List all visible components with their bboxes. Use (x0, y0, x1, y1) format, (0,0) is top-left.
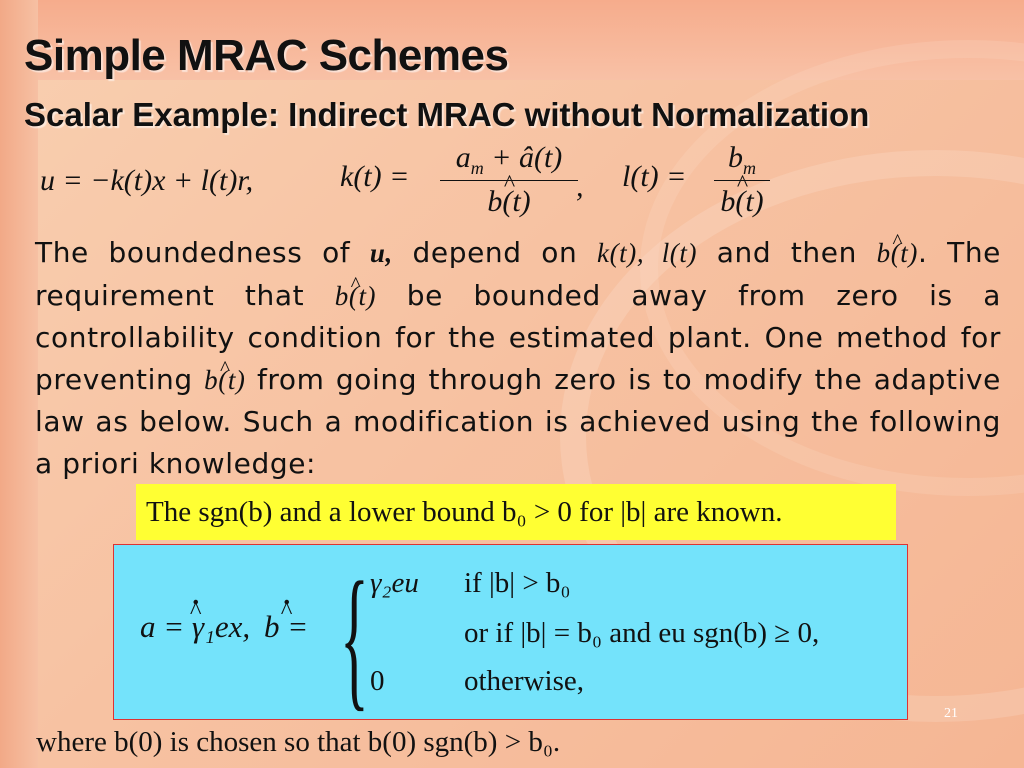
inline-math-k-l: k(t), l(t) (597, 238, 698, 268)
a-priori-knowledge-text: The sgn(b) and a lower bound b₀ > 0 for |b| are known. (146, 495, 783, 528)
l-denominator: ^ b(t) (714, 180, 770, 221)
case1-condition: if |b| > b₀ (464, 567, 571, 599)
case1-value: γ₂eu (370, 567, 419, 599)
body-paragraph: The boundedness of u, depend on k(t), l(t) and then ^ b(t). The requirement that ^ b(t) be bounded away from zero is a controllability condition for the estimated plant. One method for preventing ^ b(t) from going through zero is to modify the adaptive law as below. Such a modification is achieved using the following a priori knowledge: (35, 232, 1001, 484)
slide-title: Simple MRAC Schemes (24, 31, 509, 80)
k-comma: , (576, 170, 584, 203)
a-dot-hat-equation: ^ a = γ₁ex, . (140, 609, 250, 645)
a-priori-knowledge-box (136, 484, 896, 540)
l-numerator: $b_m$ (728, 141, 756, 178)
k-equation-lhs: k(t) = (340, 160, 410, 193)
control-law-equation: u = −k(t)x + l(t)r, (40, 164, 254, 197)
l-equation-lhs: l(t) = (622, 160, 687, 193)
slide-subtitle: Scalar Example: Indirect MRAC without Normalization (24, 96, 870, 133)
k-fraction (440, 140, 578, 220)
page-number: 21 (944, 706, 958, 721)
k-denominator: ^ b(t) (440, 180, 578, 221)
b-dot-hat-lhs: ^ b = . (264, 609, 308, 645)
k-numerator: $a_m$ + â(t) (455, 141, 563, 178)
case3-condition: otherwise, (464, 665, 584, 697)
inline-math-bhat-3: ^ b(t) (204, 360, 245, 402)
adaptive-law-box (113, 544, 908, 725)
cases-brace: { (340, 550, 369, 725)
case2-condition: or if |b| = b₀ and eu sgn(b) ≥ 0, (464, 617, 820, 649)
inline-math-u: u, (369, 238, 393, 268)
initial-condition-note: where b(0) is chosen so that b(0) sgn(b) > b₀. (36, 726, 561, 758)
inline-math-bhat-1: ^ b(t) (877, 233, 918, 275)
adaptive-law-lhs (140, 609, 308, 645)
l-fraction (714, 140, 770, 220)
inline-math-bhat-2: ^ b(t) (335, 276, 376, 318)
case3-value: 0 (370, 665, 385, 697)
